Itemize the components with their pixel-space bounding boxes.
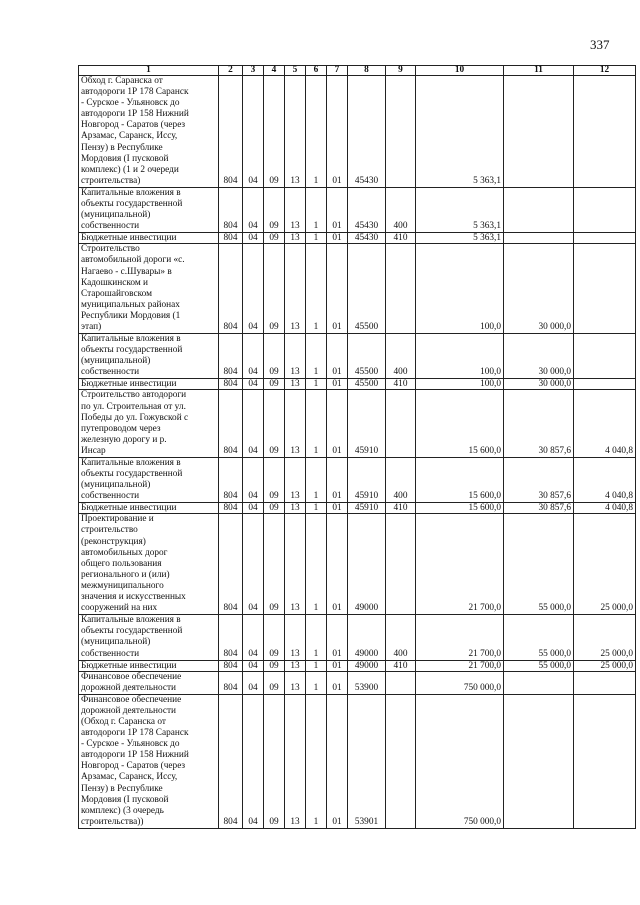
row-description: Бюджетные инвестиции	[79, 660, 219, 671]
cell-c7: 01	[327, 458, 348, 503]
cell-c11: 30 000,0	[504, 334, 574, 379]
cell-c11	[504, 671, 574, 694]
cell-c6: 1	[306, 379, 327, 390]
row-description: Капитальные вложения в объекты государственной (муниципальной) собственности	[79, 334, 219, 379]
cell-c9: 410	[386, 379, 416, 390]
cell-c2: 804	[219, 334, 243, 379]
cell-c6: 1	[306, 615, 327, 660]
cell-c5: 13	[285, 390, 306, 458]
cell-c12: 25 000,0	[574, 514, 636, 615]
cell-c10: 5 363,1	[416, 187, 504, 232]
cell-c9	[386, 76, 416, 188]
cell-c11	[504, 76, 574, 188]
cell-c4: 09	[264, 334, 285, 379]
cell-c10: 100,0	[416, 379, 504, 390]
cell-c9: 410	[386, 503, 416, 514]
column-header-10: 10	[416, 66, 504, 76]
table-row	[79, 660, 636, 671]
column-header-1: 1	[79, 66, 219, 76]
cell-c12	[574, 671, 636, 694]
cell-c12	[574, 334, 636, 379]
cell-c12	[574, 244, 636, 334]
cell-c12: 4 040,8	[574, 458, 636, 503]
cell-c12: 4 040,8	[574, 390, 636, 458]
cell-c5: 13	[285, 694, 306, 828]
cell-c2: 804	[219, 503, 243, 514]
cell-c9	[386, 390, 416, 458]
cell-c6: 1	[306, 76, 327, 188]
cell-c9	[386, 244, 416, 334]
cell-c9	[386, 671, 416, 694]
column-header-7: 7	[327, 66, 348, 76]
cell-c9: 400	[386, 334, 416, 379]
table-row	[79, 458, 636, 503]
cell-c6: 1	[306, 458, 327, 503]
cell-c8: 45500	[348, 379, 386, 390]
cell-c4: 09	[264, 514, 285, 615]
cell-c7: 01	[327, 76, 348, 188]
cell-c4: 09	[264, 244, 285, 334]
cell-c7: 01	[327, 503, 348, 514]
cell-c7: 01	[327, 514, 348, 615]
cell-c3: 04	[243, 615, 264, 660]
cell-c8: 49000	[348, 615, 386, 660]
cell-c8: 45910	[348, 458, 386, 503]
cell-c11	[504, 694, 574, 828]
column-header-2: 2	[219, 66, 243, 76]
row-description: Строительство автомобильной дороги «с. Нагаево - с.Шувары» в Кадошкинском и Старошайговском муниципальных районах Республики Мордовия (1 этап)	[79, 244, 219, 334]
cell-c7: 01	[327, 694, 348, 828]
cell-c6: 1	[306, 233, 327, 244]
table-row	[79, 503, 636, 514]
row-description: Проектирование и строительство (реконструкция) автомобильных дорог общего пользования регионального и (или) межмуниципального значения и искусственных сооружений на них	[79, 514, 219, 615]
cell-c3: 04	[243, 514, 264, 615]
table-row	[79, 379, 636, 390]
cell-c7: 01	[327, 615, 348, 660]
cell-c3: 04	[243, 458, 264, 503]
cell-c9: 410	[386, 233, 416, 244]
table-header	[79, 66, 636, 76]
cell-c7: 01	[327, 671, 348, 694]
cell-c3: 04	[243, 76, 264, 188]
cell-c11	[504, 233, 574, 244]
cell-c12	[574, 76, 636, 188]
cell-c3: 04	[243, 187, 264, 232]
cell-c10: 15 600,0	[416, 458, 504, 503]
cell-c4: 09	[264, 660, 285, 671]
cell-c6: 1	[306, 514, 327, 615]
cell-c2: 804	[219, 187, 243, 232]
row-description: Бюджетные инвестиции	[79, 233, 219, 244]
column-header-6: 6	[306, 66, 327, 76]
cell-c10: 100,0	[416, 244, 504, 334]
cell-c9: 400	[386, 187, 416, 232]
cell-c8: 45500	[348, 244, 386, 334]
cell-c11: 55 000,0	[504, 660, 574, 671]
cell-c10: 750 000,0	[416, 671, 504, 694]
table-body	[79, 76, 636, 829]
cell-c5: 13	[285, 379, 306, 390]
row-description: Финансовое обеспечение дорожной деятельности	[79, 671, 219, 694]
cell-c4: 09	[264, 76, 285, 188]
cell-c2: 804	[219, 694, 243, 828]
cell-c8: 45430	[348, 187, 386, 232]
cell-c3: 04	[243, 671, 264, 694]
cell-c5: 13	[285, 76, 306, 188]
cell-c6: 1	[306, 671, 327, 694]
column-header-4: 4	[264, 66, 285, 76]
cell-c5: 13	[285, 503, 306, 514]
cell-c4: 09	[264, 671, 285, 694]
cell-c2: 804	[219, 660, 243, 671]
table-row	[79, 694, 636, 828]
cell-c4: 09	[264, 187, 285, 232]
cell-c11	[504, 187, 574, 232]
table-row	[79, 233, 636, 244]
cell-c3: 04	[243, 390, 264, 458]
cell-c12	[574, 379, 636, 390]
column-header-8: 8	[348, 66, 386, 76]
cell-c5: 13	[285, 671, 306, 694]
cell-c9: 410	[386, 660, 416, 671]
cell-c6: 1	[306, 390, 327, 458]
column-header-5: 5	[285, 66, 306, 76]
cell-c6: 1	[306, 334, 327, 379]
budget-table	[78, 65, 636, 829]
row-description: Капитальные вложения в объекты государственной (муниципальной) собственности	[79, 615, 219, 660]
cell-c10: 15 600,0	[416, 390, 504, 458]
column-header-12: 12	[574, 66, 636, 76]
cell-c8: 53900	[348, 671, 386, 694]
table-row	[79, 615, 636, 660]
cell-c9	[386, 514, 416, 615]
cell-c11: 55 000,0	[504, 514, 574, 615]
cell-c3: 04	[243, 334, 264, 379]
cell-c3: 04	[243, 694, 264, 828]
cell-c3: 04	[243, 233, 264, 244]
cell-c4: 09	[264, 458, 285, 503]
cell-c5: 13	[285, 187, 306, 232]
cell-c4: 09	[264, 379, 285, 390]
cell-c11: 30 000,0	[504, 244, 574, 334]
cell-c3: 04	[243, 379, 264, 390]
cell-c4: 09	[264, 503, 285, 514]
cell-c9: 400	[386, 615, 416, 660]
cell-c8: 53901	[348, 694, 386, 828]
cell-c7: 01	[327, 334, 348, 379]
cell-c4: 09	[264, 390, 285, 458]
column-header-3: 3	[243, 66, 264, 76]
table-row	[79, 390, 636, 458]
cell-c10: 21 700,0	[416, 615, 504, 660]
cell-c11: 30 857,6	[504, 390, 574, 458]
table-row	[79, 334, 636, 379]
row-description: Бюджетные инвестиции	[79, 503, 219, 514]
table-row	[79, 244, 636, 334]
cell-c10: 100,0	[416, 334, 504, 379]
cell-c10: 15 600,0	[416, 503, 504, 514]
column-header-9: 9	[386, 66, 416, 76]
cell-c12: 4 040,8	[574, 503, 636, 514]
cell-c7: 01	[327, 244, 348, 334]
cell-c4: 09	[264, 615, 285, 660]
cell-c6: 1	[306, 660, 327, 671]
cell-c5: 13	[285, 244, 306, 334]
cell-c4: 09	[264, 233, 285, 244]
cell-c8: 49000	[348, 660, 386, 671]
cell-c3: 04	[243, 503, 264, 514]
cell-c8: 45430	[348, 76, 386, 188]
cell-c9: 400	[386, 458, 416, 503]
cell-c5: 13	[285, 233, 306, 244]
cell-c12	[574, 187, 636, 232]
cell-c6: 1	[306, 694, 327, 828]
table-row	[79, 76, 636, 188]
row-description: Обход г. Саранска от автодороги 1Р 178 Саранск - Сурское - Ульяновск до автодороги 1Р 158 Нижний Новгород - Саратов (через Арзамас, Саранск, Иссу, Пензу) в Республике Мордовия (I пусковой комплекс) (1 и 2 очереди строительства)	[79, 76, 219, 188]
cell-c12	[574, 694, 636, 828]
row-description: Строительство автодороги по ул. Строительная от ул. Победы до ул. Гожувской с путепроводом через железную дорогу и р. Инсар	[79, 390, 219, 458]
cell-c11: 55 000,0	[504, 615, 574, 660]
cell-c5: 13	[285, 514, 306, 615]
cell-c2: 804	[219, 458, 243, 503]
cell-c2: 804	[219, 671, 243, 694]
cell-c2: 804	[219, 379, 243, 390]
cell-c2: 804	[219, 76, 243, 188]
cell-c10: 5 363,1	[416, 76, 504, 188]
cell-c4: 09	[264, 694, 285, 828]
row-description: Капитальные вложения в объекты государственной (муниципальной) собственности	[79, 458, 219, 503]
cell-c7: 01	[327, 187, 348, 232]
cell-c5: 13	[285, 458, 306, 503]
cell-c10: 750 000,0	[416, 694, 504, 828]
cell-c10: 5 363,1	[416, 233, 504, 244]
cell-c7: 01	[327, 233, 348, 244]
cell-c11: 30 857,6	[504, 458, 574, 503]
cell-c8: 45500	[348, 334, 386, 379]
page-number: 337	[590, 37, 610, 52]
cell-c2: 804	[219, 390, 243, 458]
cell-c10: 21 700,0	[416, 660, 504, 671]
cell-c12	[574, 233, 636, 244]
cell-c11: 30 857,6	[504, 503, 574, 514]
row-description: Финансовое обеспечение дорожной деятельности (Обход г. Саранска от автодороги 1Р 178 Саранск - Сурское - Ульяновск до автодороги 1Р 158 Нижний Новгород - Саратов (через Арзамас, Саранск, Иссу, Пензу) в Республике Мордовия (I пусковой комплекс) (3 очередь строительства))	[79, 694, 219, 828]
cell-c7: 01	[327, 660, 348, 671]
table-row	[79, 671, 636, 694]
cell-c5: 13	[285, 660, 306, 671]
cell-c6: 1	[306, 503, 327, 514]
column-header-11: 11	[504, 66, 574, 76]
cell-c8: 45910	[348, 503, 386, 514]
cell-c12: 25 000,0	[574, 615, 636, 660]
cell-c2: 804	[219, 233, 243, 244]
cell-c6: 1	[306, 187, 327, 232]
cell-c3: 04	[243, 244, 264, 334]
cell-c5: 13	[285, 615, 306, 660]
cell-c7: 01	[327, 379, 348, 390]
row-description: Бюджетные инвестиции	[79, 379, 219, 390]
cell-c8: 45430	[348, 233, 386, 244]
cell-c7: 01	[327, 390, 348, 458]
cell-c10: 21 700,0	[416, 514, 504, 615]
cell-c12: 25 000,0	[574, 660, 636, 671]
cell-c11: 30 000,0	[504, 379, 574, 390]
table-row	[79, 514, 636, 615]
cell-c5: 13	[285, 334, 306, 379]
table-row	[79, 187, 636, 232]
cell-c2: 804	[219, 514, 243, 615]
cell-c2: 804	[219, 244, 243, 334]
cell-c9	[386, 694, 416, 828]
cell-c3: 04	[243, 660, 264, 671]
cell-c6: 1	[306, 244, 327, 334]
cell-c2: 804	[219, 615, 243, 660]
row-description: Капитальные вложения в объекты государственной (муниципальной) собственности	[79, 187, 219, 232]
cell-c8: 49000	[348, 514, 386, 615]
cell-c8: 45910	[348, 390, 386, 458]
